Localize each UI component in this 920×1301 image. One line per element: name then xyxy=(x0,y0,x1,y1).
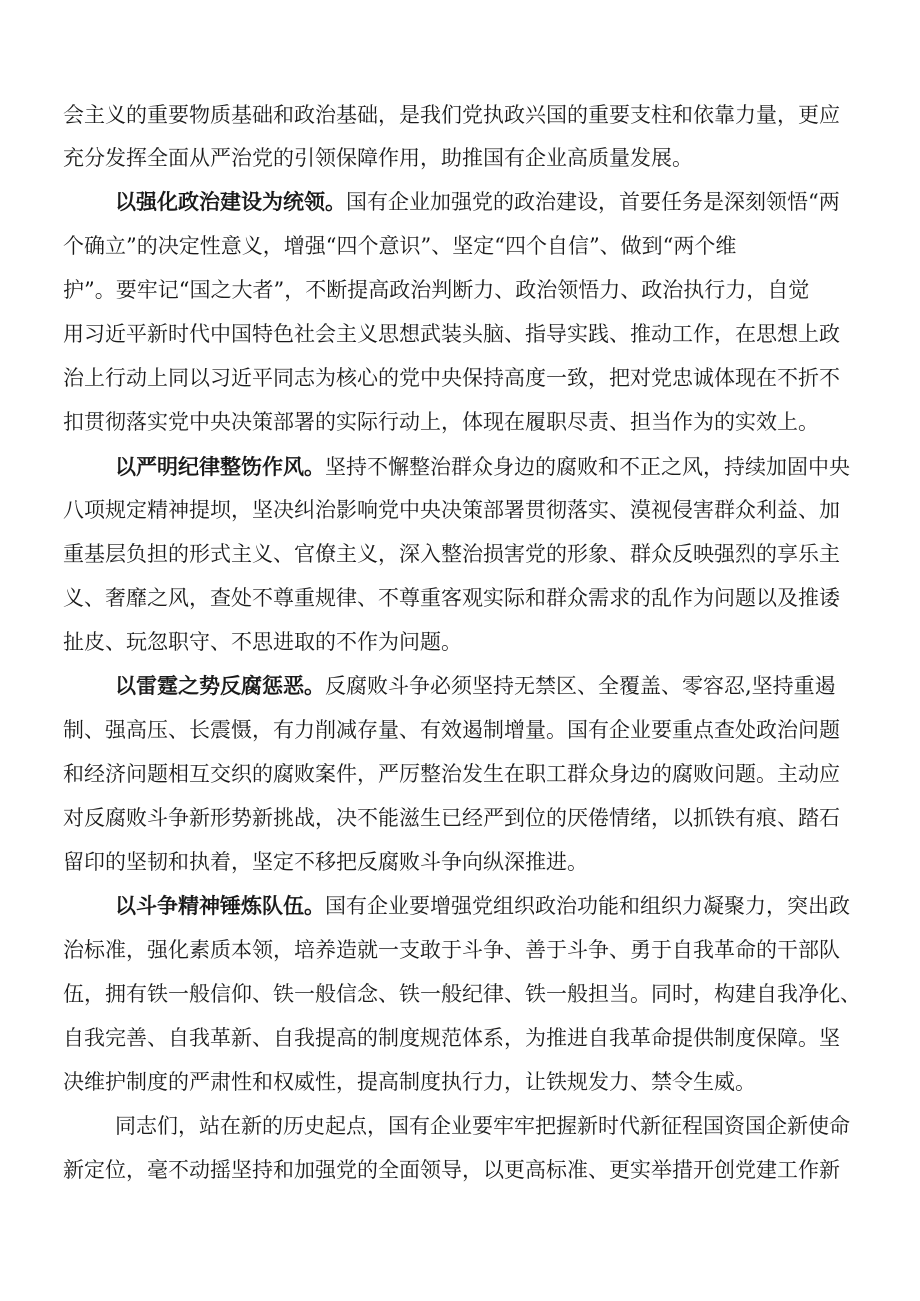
section-heading: 以雷霆之势反腐惩恶。 xyxy=(115,674,325,698)
text-line: 充分发挥全面从严治党的引领保障作用，助推国有企业高质量发展。 xyxy=(63,146,693,170)
text-line: 重基层负担的形式主义、官僚主义，深入整治损害党的形象、群众反映强烈的享乐主 xyxy=(63,542,840,566)
text-line: 同志们，站在新的历史起点，国有企业要牢牢把握新时代新征程国资国企新使命 xyxy=(115,1114,850,1138)
section-heading: 以斗争精神锤炼队伍。 xyxy=(115,894,325,918)
paragraph-2-line-1 xyxy=(115,452,850,482)
section-heading: 以严明纪律整饬作风。 xyxy=(115,455,325,479)
text-line: 留印的坚韧和执着，坚定不移把反腐败斗争向纵深推进。 xyxy=(63,850,588,874)
paragraph-4-line-1 xyxy=(115,891,850,921)
text-line: 新定位，毫不动摇坚持和加强党的全面领导，以更高标准、更实举措开创党建工作新 xyxy=(63,1158,840,1182)
text-line: 伍，拥有铁一般信仰、铁一般信念、铁一般纪律、铁一般担当。同时，构建自我净化、 xyxy=(63,982,861,1006)
text-line: 制、强高压、长震慑，有力削减存量、有效遏制增量。国有企业要重点查处政治问题 xyxy=(63,718,840,742)
text-line: 用习近平新时代中国特色社会主义思想武装头脑、指导实践、推动工作，在思想上政 xyxy=(63,322,840,346)
text-line: 八项规定精神提坝，坚决纠治影响党中央决策部署贯彻落实、漠视侵害群众利益、加 xyxy=(63,498,840,522)
text-line: 对反腐败斗争新形势新挑战，决不能滋生已经严到位的厌倦情绪，以抓铁有痕、踏石 xyxy=(63,806,840,830)
text-span: 国有企业加强党的政治建设，首要任务是深刻领悟“两 xyxy=(346,190,840,214)
text-line: 扣贯彻落实党中央决策部署的实际行动上，体现在履职尽责、担当作为的实效上。 xyxy=(63,410,819,434)
text-line: 和经济问题相互交织的腐败案件，严厉整治发生在职工群众身边的腐败问题。主动应 xyxy=(63,762,840,786)
paragraph-3-line-1 xyxy=(115,671,836,701)
text-line: 治上行动上同以习近平同志为核心的党中央保持高度一致，把对党忠诚体现在不折不 xyxy=(63,366,840,390)
paragraph-1-line-1 xyxy=(115,187,840,217)
text-line: 护”。要牢记“国之大者”，不断提高政治判断力、政治领悟力、政治执行力，自觉 xyxy=(63,278,810,302)
text-line: 个确立”的决定性意义，增强“四个意识”、坚定“四个自信”、做到“两个维 xyxy=(63,234,737,258)
text-span: 反腐败斗争必须坚持无禁区、全覆盖、零容忍,坚持重遏 xyxy=(325,674,836,698)
section-heading: 以强化政治建设为统领。 xyxy=(115,190,346,214)
text-line: 决维护制度的严肃性和权威性，提高制度执行力，让铁规发力、禁令生威。 xyxy=(63,1070,756,1094)
text-line: 会主义的重要物质基础和政治基础，是我们党执政兴国的重要支柱和依靠力量，更应 xyxy=(63,103,840,127)
text-span: 坚持不懈整治群众身边的腐败和不正之风，持续加固中央 xyxy=(325,455,850,479)
text-line: 治标准，强化素质本领，培养造就一支敢于斗争、善于斗争、勇于自我革命的干部队 xyxy=(63,938,840,962)
text-line: 扯皮、玩忽职守、不思进取的不作为问题。 xyxy=(63,630,462,654)
text-line: 义、奢靡之风，查处不尊重规律、不尊重客观实际和群众需求的乱作为问题以及推诿 xyxy=(63,586,840,610)
text-span: 国有企业要增强党组织政治功能和组织力凝聚力，突出政 xyxy=(325,894,850,918)
text-line: 自我完善、自我革新、自我提高的制度规范体系，为推进自我革命提供制度保障。坚 xyxy=(63,1026,840,1050)
